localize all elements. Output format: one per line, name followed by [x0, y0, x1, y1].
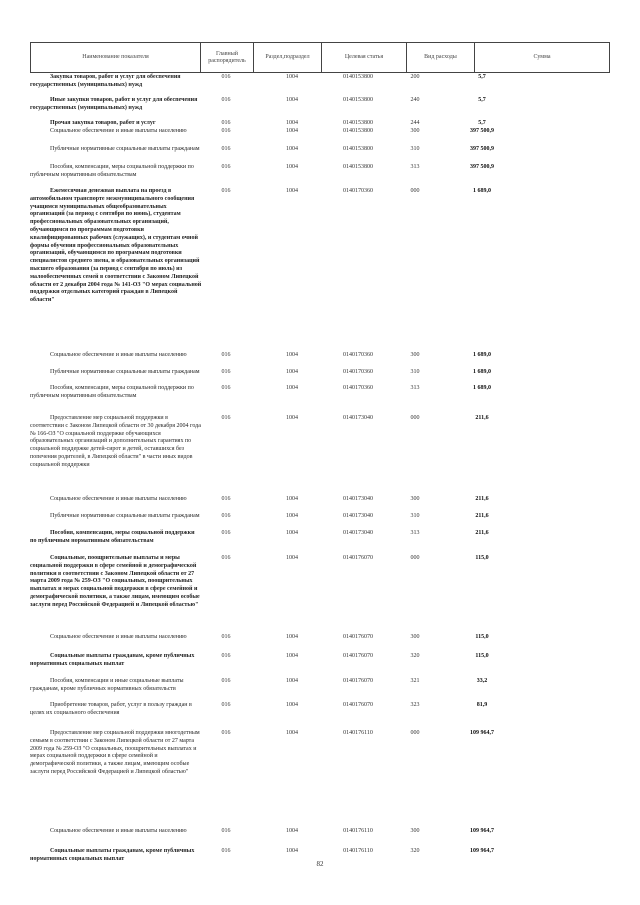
row-sum: 211,6: [475, 415, 489, 421]
row-section: 1004: [286, 385, 298, 391]
row-section: 1004: [286, 653, 298, 659]
row-section: 1004: [286, 496, 298, 502]
row-target: 0140170360: [343, 188, 373, 194]
row-target: 0140153800: [343, 164, 373, 170]
row-target: 0140170360: [343, 369, 373, 375]
row-sum: 5,7: [478, 97, 486, 103]
row-admin: 016: [221, 352, 231, 358]
row-sum: 397 500,9: [470, 128, 494, 134]
row-type: 300: [410, 128, 420, 134]
header-expense-type: Вид расходы: [407, 43, 475, 72]
row-type: 310: [410, 513, 420, 519]
row-name: Приобретение товаров, работ, услуг в пользу граждан в целях их социального обеспечения: [30, 702, 192, 716]
row-name: Предоставление мер социальной поддержки многодетным семьям в соответствии с Законом Липецкой области от 27 марта 2009 года № 259-ОЗ "О социальных, поощрительных выплатах и мерах социальной поддержки в сфере семейной и демографической политики, а также лицам, имеющим особые заслуги перед Российской Федерацией и Липецкой областью": [30, 730, 200, 775]
row-admin: 016: [221, 415, 231, 421]
row-name: Пособия, компенсации, меры социальной поддержки по публичным нормативным обязательствам: [30, 164, 194, 178]
row-type: 000: [410, 730, 420, 736]
row-name: Социальные выплаты гражданам, кроме публичных нормативных социальных выплат: [30, 653, 195, 667]
row-admin: 016: [221, 702, 231, 708]
row-target: 0140176110: [343, 828, 373, 834]
row-name: Социальное обеспечение и иные выплаты населению: [50, 828, 187, 834]
row-sum: 115,0: [475, 555, 489, 561]
row-type: 000: [410, 415, 420, 421]
row-name: Социальное обеспечение и иные выплаты населению: [50, 634, 187, 640]
row-name: Публичные нормативные социальные выплаты гражданам: [50, 146, 200, 152]
row-section: 1004: [286, 164, 298, 170]
header-name: Наименование показателя: [31, 43, 201, 72]
row-target: 0140153800: [343, 128, 373, 134]
row-section: 1004: [286, 848, 298, 854]
row-sum: 81,9: [476, 702, 488, 708]
row-target: 0140176110: [343, 730, 373, 736]
row-sum: 1 689,0: [473, 369, 491, 375]
row-name: Публичные нормативные социальные выплаты гражданам: [50, 369, 200, 375]
row-admin: 016: [221, 146, 231, 152]
row-target: 0140176070: [343, 634, 373, 640]
row-sum: 1 689,0: [473, 352, 491, 358]
row-name: Предоставление мер социальной поддержки в соответствии с Законом Липецкой области от 30 декабря 2004 года № 166-ОЗ "О социальной поддержке обучающихся образовательных организаций и дополнительных гарантиях по социальной поддержке детей-сирот и детей, оставшихся без попечения родителей, в Липецкой области" в части иных видов социальной поддержки: [30, 415, 201, 468]
row-admin: 016: [221, 828, 231, 834]
row-name: Пособия, компенсации и иные социальные выплаты гражданам, кроме публичных нормативных обязательств: [30, 678, 184, 692]
row-section: 1004: [286, 128, 298, 134]
row-target: 0140173040: [343, 496, 373, 502]
row-section: 1004: [286, 146, 298, 152]
row-type: 313: [410, 530, 420, 536]
row-type: 240: [410, 97, 420, 103]
row-sum: 109 964,7: [470, 730, 494, 736]
row-type: 313: [410, 385, 420, 391]
row-section: 1004: [286, 415, 298, 421]
row-type: 320: [410, 848, 420, 854]
row-name: Социальное обеспечение и иные выплаты населению: [50, 128, 187, 134]
row-name: Пособия, компенсации, меры социальной поддержки по публичным нормативным обязательствам: [30, 385, 194, 399]
row-type: 300: [410, 496, 420, 502]
row-name: Социальное обеспечение и иные выплаты населению: [50, 352, 187, 358]
row-sum: 211,6: [475, 513, 489, 519]
row-target: 0140153800: [343, 120, 373, 126]
row-section: 1004: [286, 188, 298, 194]
row-section: 1004: [286, 828, 298, 834]
row-sum: 397 500,9: [470, 164, 494, 170]
row-sum: 211,6: [475, 496, 489, 502]
row-type: 310: [410, 369, 420, 375]
row-target: 0140176070: [343, 678, 373, 684]
row-admin: 016: [221, 555, 231, 561]
row-sum: 397 500,9: [470, 146, 494, 152]
row-admin: 016: [221, 120, 231, 126]
row-admin: 016: [221, 653, 231, 659]
row-target: 0140176070: [343, 702, 373, 708]
row-sum: 115,0: [475, 634, 489, 640]
row-name: Социальное обеспечение и иные выплаты населению: [50, 496, 187, 502]
row-section: 1004: [286, 530, 298, 536]
row-name: Публичные нормативные социальные выплаты гражданам: [50, 513, 200, 519]
row-type: 300: [410, 352, 420, 358]
row-sum: 5,7: [478, 120, 486, 126]
row-admin: 016: [221, 530, 231, 536]
row-type: 310: [410, 146, 420, 152]
row-admin: 016: [221, 385, 231, 391]
row-type: 320: [410, 653, 420, 659]
row-type: 313: [410, 164, 420, 170]
table-header: [30, 42, 610, 73]
row-admin: 016: [221, 97, 231, 103]
row-target: 0140170360: [343, 352, 373, 358]
row-target: 0140173040: [343, 415, 373, 421]
row-target: 0140173040: [343, 513, 373, 519]
row-admin: 016: [221, 496, 231, 502]
row-name: Социальные, поощрительные выплаты и меры социальной поддержки в сфере семейной и демографической политики в соответствии с Законом Липецкой области от 27 марта 2009 года № 259-ОЗ "О социальных, поощрительных выплатах и мерах социальной поддержки в сфере семейной и демографической политики, а также лицам, имеющим особые заслуги перед Российской Федерацией и Липецкой областью": [30, 555, 200, 608]
row-sum: 1 689,0: [473, 385, 491, 391]
row-section: 1004: [286, 702, 298, 708]
row-section: 1004: [286, 97, 298, 103]
row-type: 300: [410, 828, 420, 834]
row-target: 0140176110: [343, 848, 373, 854]
row-target: 0140153800: [343, 97, 373, 103]
row-admin: 016: [221, 513, 231, 519]
row-section: 1004: [286, 513, 298, 519]
row-name: Пособия, компенсации, меры социальной поддержки по публичным нормативным обязательствам: [30, 530, 195, 544]
row-name: Иные закупки товаров, работ и услуг для обеспечения государственных (муниципальных) нужд: [30, 97, 198, 111]
row-admin: 016: [221, 164, 231, 170]
row-sum: 115,0: [475, 653, 489, 659]
row-target: 0140153800: [343, 146, 373, 152]
row-name: Ежемесячная денежная выплата на проезд в автомобильном транспорте межмуниципального сообщения учащимся муниципальных общеобразовательных организаций (за период с сентября по июнь), студентам профессиональных образовательных организаций, обучающимся по программам подготовки квалифицированных рабочих (служащих), и студентам очной формы обучения профессиональных образовательных организаций, обучающимся по программам подготовки специалистов среднего звена, и образовательных организаций высшего образования (за период с сентября по июль) из малообеспеченных семей в соответствии с Законом Липецкой области от 2 декабря 2004 года № 141-ОЗ "О мерах социальной поддержки отдельных категорий граждан в Липецкой области": [30, 188, 202, 304]
row-type: 244: [410, 120, 420, 126]
row-sum: 1 689,0: [473, 188, 491, 194]
row-section: 1004: [286, 352, 298, 358]
row-type: 300: [410, 634, 420, 640]
row-target: 0140176070: [343, 555, 373, 561]
header-section: Раздел,подраздел: [254, 43, 322, 72]
row-admin: 016: [221, 128, 231, 134]
row-sum: 109 964,7: [470, 848, 494, 854]
row-name: Закупка товаров, работ и услуг для обеспечения государственных (муниципальных) нужд: [30, 74, 181, 88]
row-sum: 5,7: [478, 74, 486, 80]
row-sum: 33,2: [476, 678, 488, 684]
row-type: 321: [410, 678, 420, 684]
row-type: 323: [410, 702, 420, 708]
row-target: 0140173040: [343, 530, 373, 536]
row-type: 200: [410, 74, 420, 80]
row-section: 1004: [286, 730, 298, 736]
row-name: Социальные выплаты гражданам, кроме публичных нормативных социальных выплат: [30, 848, 195, 862]
row-target: 0140170360: [343, 385, 373, 391]
row-admin: 016: [221, 634, 231, 640]
row-sum: 109 964,7: [470, 828, 494, 834]
row-admin: 016: [221, 188, 231, 194]
row-admin: 016: [221, 678, 231, 684]
row-target: 0140153800: [343, 74, 373, 80]
row-type: 000: [410, 188, 420, 194]
row-admin: 016: [221, 730, 231, 736]
row-admin: 016: [221, 369, 231, 375]
row-target: 0140176070: [343, 653, 373, 659]
row-section: 1004: [286, 555, 298, 561]
row-name: Прочая закупка товаров, работ и услуг: [50, 120, 156, 126]
row-sum: 211,6: [475, 530, 489, 536]
row-section: 1004: [286, 678, 298, 684]
header-sum: Сумма: [533, 54, 551, 60]
row-admin: 016: [221, 848, 231, 854]
row-type: 000: [410, 555, 420, 561]
header-admin: Главный распорядитель: [201, 43, 254, 72]
row-admin: 016: [221, 74, 231, 80]
row-section: 1004: [286, 120, 298, 126]
header-target: Целевая статья: [322, 43, 407, 72]
row-section: 1004: [286, 634, 298, 640]
page-number: 82: [316, 860, 324, 868]
row-section: 1004: [286, 74, 298, 80]
row-section: 1004: [286, 369, 298, 375]
